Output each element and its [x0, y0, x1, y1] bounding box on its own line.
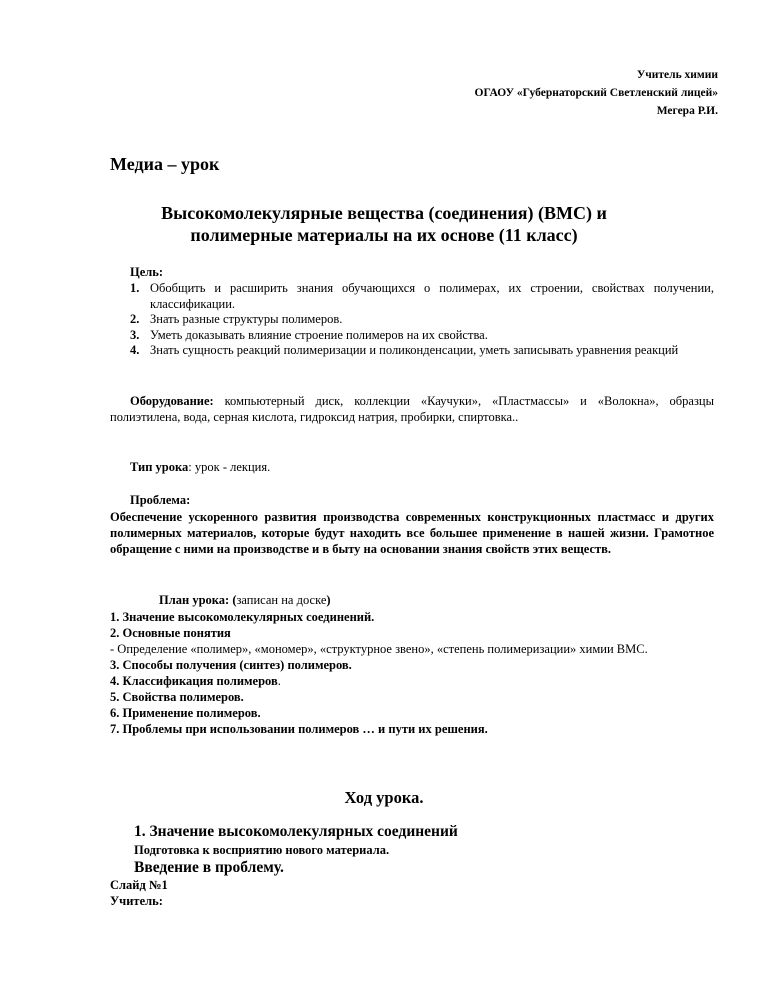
preparation-text: Подготовка к восприятию нового материала. — [134, 843, 390, 857]
section-title: 1. Значение высокомолекулярных соединений — [134, 823, 458, 840]
plan-item-6: 6. Применение полимеров. — [110, 706, 261, 720]
plan-item-2-detail: - Определение «полимер», «мономер», «структурное звено», «степень полимеризации» химии ВМС. — [110, 642, 648, 656]
goal-item — [130, 312, 714, 328]
goal-text: Знать разные структуры полимеров. — [150, 312, 343, 326]
goal-item — [130, 281, 714, 312]
equipment-paragraph — [110, 394, 714, 425]
author-name: Мегера Р.И. — [656, 105, 718, 117]
goal-text: Уметь доказывать влияние строение полимеров на их свойства. — [150, 327, 488, 342]
plan-item-2: 2. Основные понятия — [110, 626, 231, 640]
plan-label: План урока: ( — [159, 593, 237, 607]
plan-item-5: 5. Свойства полимеров. — [110, 690, 244, 704]
goal-item — [130, 343, 714, 359]
author-role: Учитель химии — [636, 69, 718, 81]
problem-text: Обеспечение ускоренного развития производства современных конструкционных пластмасс и других полимерных материалов, которые будут находить все большее применение в нашей жизни. Грамотное обращение с ними на производстве и в быту на основании знания свойств этих веществ. — [110, 510, 714, 556]
author-school: ОГАОУ «Губернаторский Светленский лицей» — [474, 87, 718, 99]
goal-number: 2. — [130, 312, 140, 326]
plan-list — [110, 609, 714, 737]
lesson-type — [130, 460, 270, 475]
teacher-label: Учитель: — [110, 894, 163, 908]
equipment-label: Оборудование: — [130, 394, 214, 408]
plan-item-4-dot: . — [277, 674, 281, 688]
plan-item-7: 7. Проблемы при использовании полимеров … и пути их решения. — [110, 722, 488, 736]
author-header — [475, 66, 718, 120]
plan-item-4-row — [110, 673, 714, 689]
page-title — [110, 202, 658, 246]
problem-label: Проблема: — [130, 493, 191, 507]
goal-text: Знать сущность реакций полимеризации и поликонденсации, уметь записывать уравнения реакций — [150, 343, 679, 357]
lesson-type-label: Тип урока — [130, 460, 189, 474]
title-line-1: Высокомолекулярные вещества (соединения) (ВМС) и — [161, 203, 607, 223]
equipment-text: компьютерный диск, коллекции «Каучуки», «Пластмассы» и «Волокна», образцы полиэтилена, вода, серная кислота, гидроксид натрия, пробирки, спиртовка.. — [110, 394, 714, 424]
title-line-2: полимерные материалы на их основе (11 класс) — [190, 225, 578, 245]
goal-label: Цель: — [130, 265, 164, 279]
plan-item-1: 1. Значение высокомолекулярных соединений. — [110, 610, 375, 624]
goal-number: 3. — [130, 327, 140, 342]
goal-item — [130, 328, 714, 344]
plan-item-3: 3. Способы получения (синтез) полимеров. — [110, 658, 352, 672]
media-lesson-title: Медиа – урок — [110, 154, 220, 174]
goal-text: Обобщить и расширить знания обучающихся о полимерах, их строении, свойствах получении, классификации. — [150, 281, 714, 311]
goal-list — [130, 281, 714, 359]
introduction-heading: Введение в проблему. — [134, 859, 284, 876]
lesson-type-text: : урок - лекция. — [188, 460, 271, 474]
plan-item-4: 4. Классификация полимеров — [110, 674, 278, 688]
plan-close: ) — [326, 593, 331, 607]
plan-note: записан на доске — [236, 593, 327, 607]
plan-heading — [159, 593, 331, 608]
goal-number: 4. — [130, 343, 140, 357]
slide-label: Слайд №1 — [110, 878, 168, 892]
lesson-course-heading: Ход урока. — [344, 788, 424, 807]
goal-number: 1. — [130, 281, 140, 295]
